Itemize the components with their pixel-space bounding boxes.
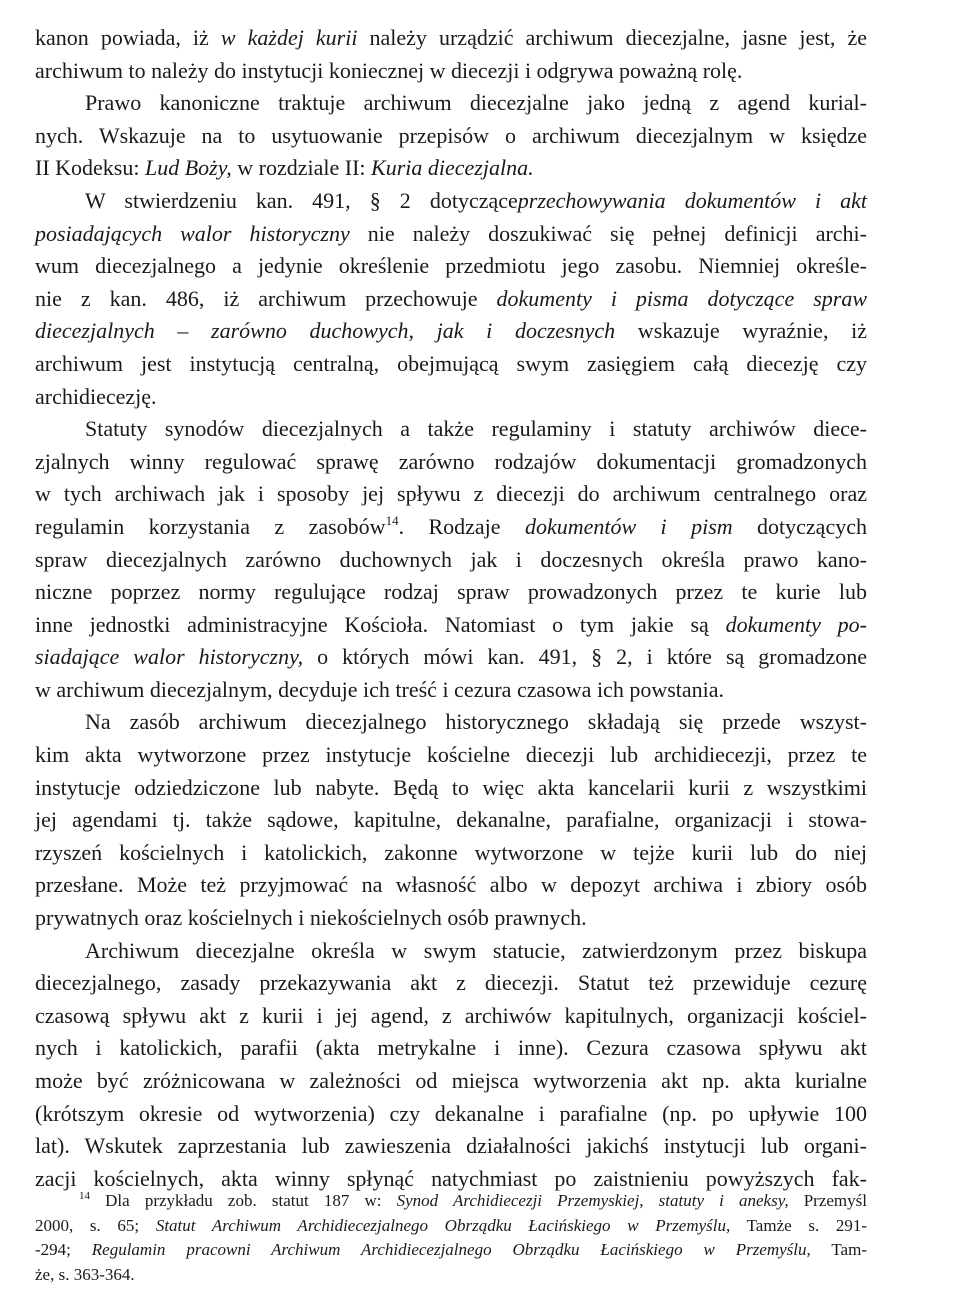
text-line: (krótszym okresie od wytworzenia) czy dekanalne i parafialne (np. po upływie 100 xyxy=(35,1100,867,1126)
text-segment: . Rodzaje xyxy=(398,513,525,539)
text-line: kim akta wytworzone przez instytucje kościelne diecezji lub archidiecezji, przez te xyxy=(35,742,867,768)
text-line xyxy=(35,609,867,642)
text-line xyxy=(35,152,867,185)
text-segment: II Kodeksu: xyxy=(35,155,145,181)
text-line: archiwum jest instytucją centralną, obejmującą swym zasięgiem całą diecezję czy xyxy=(35,350,867,376)
text-line: Prawo kanoniczne traktuje archiwum diecezjalne jako jedną z agend kurial- xyxy=(85,90,867,116)
text-line: archidiecezję. xyxy=(35,383,157,409)
footnote-line xyxy=(35,1214,867,1239)
footnotes xyxy=(35,1189,867,1287)
text-line: przesłane. Może też przyjmować na własność albo w depozyt archiwa i zbiory osób xyxy=(35,872,867,898)
italic-term: w każdej kurii xyxy=(220,25,358,50)
italic-term: posiadających walor historyczny xyxy=(35,220,350,246)
page-body xyxy=(35,22,867,1195)
text-line: Archiwum diecezjalne określa w swym statucie, zatwierdzonym przez biskupa xyxy=(85,937,867,963)
italic-title: Synod Archidiecezji Przemyskiej, statuty i aneksy, xyxy=(396,1191,789,1210)
text-line: zjalnych winny regulować sprawę zarówno rodzajów dokumentacji gromadzonych xyxy=(35,448,867,474)
text-segment: w rozdziale II: xyxy=(231,155,372,181)
text-segment: Dla przykładu zob. statut 187 w: xyxy=(90,1191,397,1210)
italic-term: Kuria diecezjalna. xyxy=(371,155,534,181)
text-segment: nie należy doszukiwać się pełnej definicji archi- xyxy=(349,220,867,246)
footnote-line xyxy=(35,1238,867,1263)
text-line xyxy=(35,283,867,316)
text-segment: dotyczących xyxy=(732,513,867,539)
text-line xyxy=(35,185,867,218)
text-line: wum diecezjalnego a jedynie określenie przedmiotu jego zasobu. Niemniej określe- xyxy=(35,253,867,279)
text-line: instytucje odziedziczone lub nabyte. Będą to więc akta kancelarii kurii z wszystkimi xyxy=(35,774,867,800)
text-segment: -294; xyxy=(35,1240,92,1260)
text-line xyxy=(35,218,867,251)
italic-term: dokumenty po- xyxy=(725,611,868,637)
text-segment: 2000, s. 65; xyxy=(35,1215,156,1235)
text-segment: kanon powiada, iż xyxy=(35,25,221,50)
text-line xyxy=(35,22,867,55)
text-segment: inne jednostki administracyjne Kościoła. Natomiast o tym jakie są xyxy=(35,611,726,637)
italic-term: diecezjalnych – zarówno duchowych, jak i doczesnych xyxy=(35,318,616,344)
text-line: Na zasób archiwum diecezjalnego historycznego składają się przede wszyst- xyxy=(85,709,867,735)
footnote-ref: 14 xyxy=(385,512,399,528)
italic-title: Statut Archiwum Archidiecezjalnego Obrządku Łacińskiego w Przemyślu, xyxy=(155,1215,731,1235)
text-line: nych. Wskazuje na to usytuowanie przepisów o archiwum diecezjalnym w księdze xyxy=(35,122,867,148)
text-line: lat). Wskutek zaprzestania lub zawieszenia działalności jakichś instytucji lub organi- xyxy=(35,1133,867,1159)
text-line: Statuty synodów diecezjalnych a także regulaminy i statuty archiwów diece- xyxy=(85,416,867,442)
text-line: czasową spływu akt z kurii i jej agend, z archiwów kapitulnych, organizacji kościel- xyxy=(35,1002,867,1028)
italic-term: dokumentów i pism xyxy=(524,513,733,539)
footnote-line xyxy=(35,1189,867,1214)
italic-term: siadające walor historyczny, xyxy=(35,644,304,670)
text-line xyxy=(35,511,867,544)
italic-title: Regulamin pracowni Archiwum Archidiecezjalnego Obrządku Łacińskiego w Przemyślu, xyxy=(91,1240,811,1260)
text-line: nych i katolickich, parafii (akta metrykalne i inne). Cezura czasowa spływu akt xyxy=(35,1035,867,1061)
text-line: diecezjalnego, zasady przekazywania akt z diecezji. Statut też przewiduje cezurę xyxy=(35,970,867,996)
text-line: prywatnych oraz kościelnych i niekościelnych osób prawnych. xyxy=(35,905,587,931)
text-segment: o których mówi kan. 491, § 2, i które są gromadzone xyxy=(303,644,867,670)
text-line xyxy=(35,315,867,348)
italic-term: dokumenty i pisma dotyczące spraw xyxy=(496,285,867,311)
text-line: w tych archiwach jak i sposoby jej spływu z diecezji do archiwum centralnego oraz xyxy=(35,481,867,507)
text-line: może być zróżnicowana w zależności od miejsca wytworzenia akt np. akta kurialne xyxy=(35,1068,867,1093)
footnote-number: 14 xyxy=(79,1190,90,1202)
text-segment: regulamin korzystania z zasobów xyxy=(35,513,386,539)
text-segment: Tamże s. 291- xyxy=(730,1215,868,1235)
text-line: rzyszeń kościelnych i katolickich, zakonne wytworzone w tejże kurii lub do niej xyxy=(35,839,867,865)
text-line: zacji kościelnych, akta winny spłynąć natychmiast po zaistnieniu powyższych fak- xyxy=(35,1165,867,1191)
text-line: spraw diecezjalnych zarówno duchownych jak i doczesnych określa prawo kano- xyxy=(35,546,867,572)
italic-term: przechowywania dokumentów i akt xyxy=(517,187,867,213)
italic-term: Lud Boży, xyxy=(144,155,232,181)
text-segment: wskazuje wyraźnie, iż xyxy=(615,318,867,344)
text-segment: nie z kan. 486, iż archiwum przechowuje xyxy=(35,285,497,311)
text-line: jej agendami tj. także sądowe, kapitulne, dekanalne, parafialne, organizacji i stowa- xyxy=(35,807,867,833)
text-line xyxy=(35,641,867,674)
text-segment: Tam- xyxy=(810,1240,867,1260)
text-segment: W stwierdzeniu kan. 491, § 2 dotyczące xyxy=(85,187,518,213)
footnote-line: że, s. 363-364. xyxy=(35,1264,135,1284)
text-segment: należy urządzić archiwum diecezjalne, jasne jest, że xyxy=(357,25,867,50)
text-line: w archiwum diecezjalnym, decyduje ich treść i cezura czasowa ich powstania. xyxy=(35,676,725,702)
text-segment: Przemyśl xyxy=(788,1191,867,1210)
text-line: archiwum to należy do instytucji koniecznej w diecezji i odgrywa poważną rolę. xyxy=(35,57,743,83)
main-text xyxy=(35,22,867,1195)
text-line: niczne poprzez normy regulujące rodzaj spraw prowadzonych przez te kurie lub xyxy=(35,579,867,605)
